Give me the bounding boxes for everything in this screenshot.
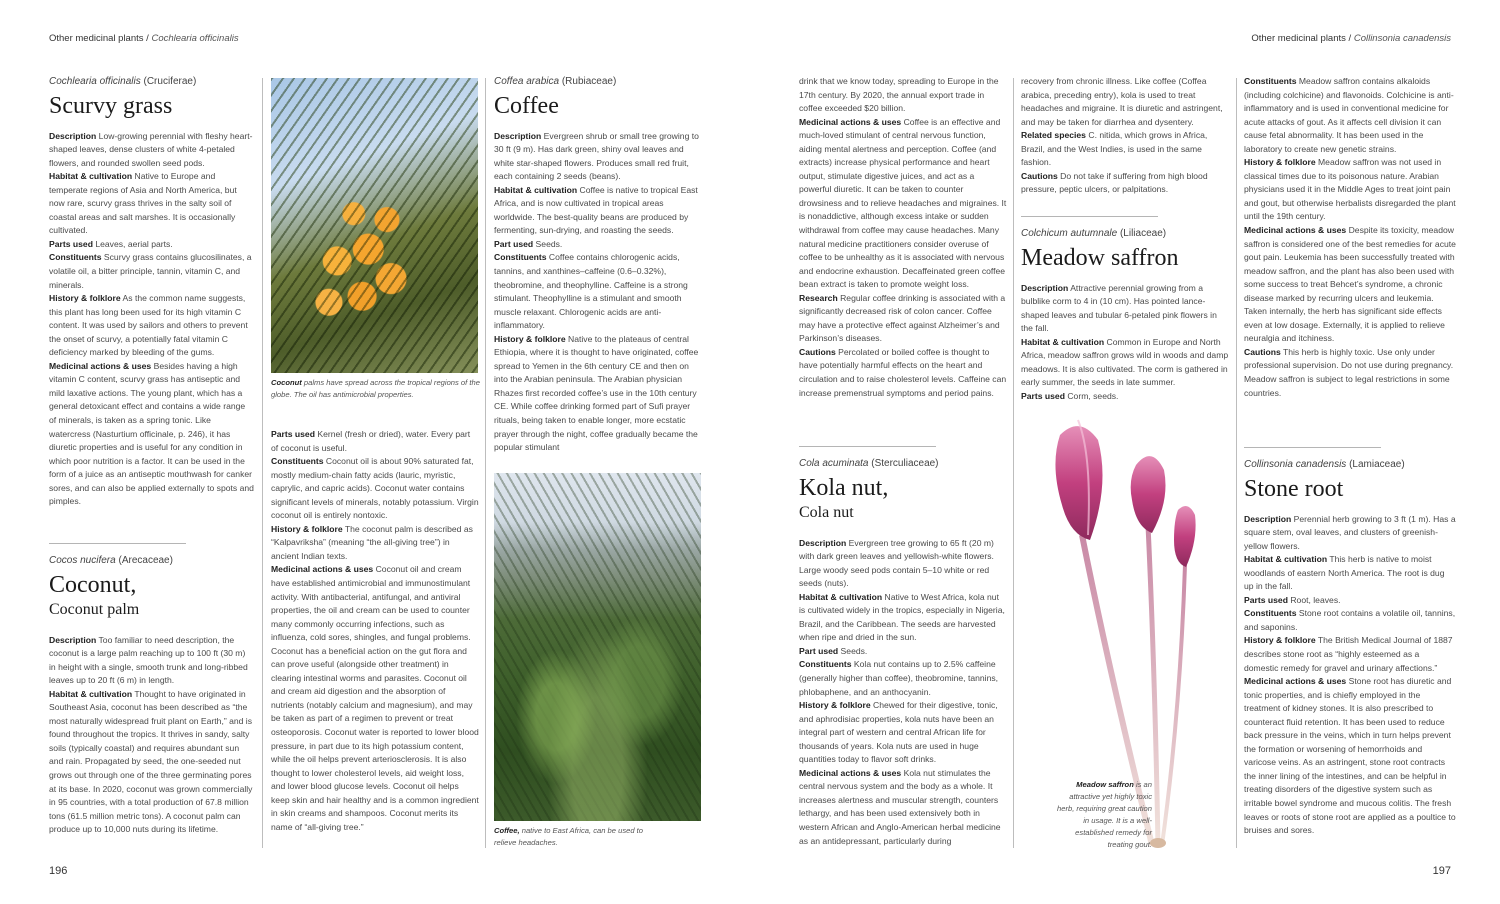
section-text: Besides having a high vitamin C content, scurvy grass has antiseptic and mild laxative actions. The young plant, which has a general detoxicant effect and contains a wide range of minerals, is taken as a spring tonic. Like watercress (Nasturtium officinale, p. 246), it has diuretic properties and is useful for any condition in which poor nutrition is a factor. It can be used in the form of a juice as an antiseptic mouthwash for canker sores, and can also be applied externally to spots and pimples. [49, 360, 254, 507]
plant-family: (Liliaceae) [1119, 228, 1167, 239]
section-text: Coffee is an effective and much-loved stimulant of central nervous function, aiding mental alertness and perception. Coffee (and extracts) increase physical performance and heart output, stimulate digestive juices, and act as a powerful diuretic. It can be taken to counter drowsiness and to relieve headaches and migraines. It is nonaddictive, although excess intake or sudden withdrawal from coffee may cause headaches. Many natural medicine practitioners consider overuse of coffee to be unhealthy as it is associated with nervous and endocrine exhaustion. Decaffeinated green coffee bean extract is taken to promote weight loss. [799, 116, 1007, 290]
section-label: Medicinal actions & uses [1244, 676, 1347, 687]
latin-binomial: Coffea arabica [494, 76, 560, 87]
section-label: Habitat & cultivation [799, 591, 883, 602]
section-text: The British Medical Journal of 1887 describes stone root as “highly esteemed as a domestic remedy for gravel and urinary affections.” [1244, 635, 1453, 673]
entry-body-coconut [49, 634, 254, 837]
section-label: Constituents [49, 252, 102, 263]
plant-family: (Sterculiaceae) [871, 458, 939, 469]
entry-header-stone-root [1244, 458, 1456, 504]
entry-divider [1021, 216, 1158, 217]
section-text: Native to Europe and temperate regions of Asia and North America, but now rare, scurvy grass thrives in the salty soil of coastal areas and salt marshes. It is occasionally cultivated. [49, 171, 237, 236]
running-head-right [1251, 33, 1451, 44]
section-text: As the common name suggests, this plant has long been used for its high vitamin C content. It was used by sailors and others to prevent the onset of scurvy, a potentially fatal vitamin C deficiency marked by bleeding of the gums. [49, 293, 248, 358]
page-number-left: 196 [49, 865, 68, 877]
section-text: Low-growing perennial with fleshy heart-shaped leaves, dense clusters of white 4-petaled flowers, and rounded swollen seed pods. [49, 130, 253, 168]
latin-name [494, 75, 702, 89]
column-divider [485, 78, 486, 848]
meadow-saffron-caption [1050, 779, 1152, 851]
coconut-caption [271, 377, 481, 401]
section-text: Common in Europe and North Africa, meadow saffron grows wild in woods and damp meadows. It is also cultivated. The corm is gathered in early summer, the seeds in late summer. [1021, 336, 1229, 388]
column-5-meadow-saffron [1021, 216, 1229, 403]
section-text: C. nitida, which grows in Africa, Brazil, and the West Indies, is used in the same fashion. [1021, 130, 1208, 168]
section-text: Coffee is native to tropical East Africa, and is now cultivated in tropical areas worldwide. The best-quality beans are produced by fermenting, sun-drying, and roasting the seeds. [494, 184, 698, 236]
section-label: Cautions [1244, 346, 1281, 357]
column-4 [799, 75, 1007, 400]
section-label: Constituents [1244, 608, 1297, 619]
section-label: Parts used [1021, 390, 1065, 401]
section-text: Corm, seeds. [1064, 390, 1119, 401]
plant-family: (Rubiaceae) [561, 76, 617, 87]
section-label: Medicinal actions & uses [271, 564, 374, 575]
section-label: Medicinal actions & uses [799, 767, 902, 778]
section-text: Perennial herb growing to 3 ft (1 m). Has a square stem, oval leaves, and clusters of greenish-yellow flowers. [1244, 513, 1456, 551]
section-label: Related species [1021, 130, 1086, 141]
entry-body-coconut-continued [271, 428, 479, 834]
section-label: Research [799, 292, 838, 303]
column-divider [1236, 78, 1237, 848]
section-text: recovery from chronic illness. Like coffee (Coffea arabica, preceding entry), kola is used to treat headaches and migraine. It is diuretic and astringent, and may be taken for diarrhea and dysentery. [1021, 76, 1223, 127]
latin-name [1021, 227, 1229, 241]
coffee-photo [494, 473, 701, 821]
section-label: Description [1244, 513, 1292, 524]
section-label: History & folklore [1244, 157, 1316, 168]
column-1 [49, 75, 254, 509]
column-6 [1244, 75, 1456, 400]
latin-name [49, 554, 254, 568]
section-text: The coconut palm is described as “Kalpavriksha” (meaning “the all-giving tree”) in ancient Indian texts. [271, 523, 473, 561]
section-label: Description [49, 634, 97, 645]
section-label: History & folklore [49, 293, 121, 304]
column-6-stone-root [1244, 447, 1456, 838]
entry-title: Coffee [494, 92, 559, 119]
entry-body-meadow-saffron-continued [1244, 75, 1456, 400]
section-text: Kernel (fresh or dried), water. Every part of coconut is useful. [271, 429, 471, 453]
section-label: History & folklore [799, 700, 871, 711]
entry-header-coffee [494, 75, 702, 121]
entry-divider [49, 543, 186, 544]
section-text: Native to West Africa, kola nut is cultivated widely in the tropics, especially in Nigeria, Brazil, and the Caribbean. The seeds are harvested when ripe and dried in the sun. [799, 591, 1005, 643]
section-text: Stone root contains a volatile oil, tannins, and saponins. [1244, 608, 1456, 632]
section-text: Chewed for their digestive, tonic, and aphrodisiac properties, kola nuts have been an integral part of western and central African life for thousands of years. Kola nuts are used in huge quantities today to flavor soft drinks. [799, 700, 998, 765]
entry-body-stone-root [1244, 513, 1456, 838]
section-label: Description [799, 537, 847, 548]
entry-divider [1244, 447, 1381, 448]
entry-header-scurvy-grass [49, 75, 254, 121]
section-text: Despite its toxicity, meadow saffron is considered one of the best remedies for acute gout pain. Leukemia has been successfully treated with meadow saffron, and the plant has also been used with some success to treat Behcet’s syndrome, a chronic disease marked by recurring ulcers and leukemia. Taken internally, the herb has significant side effects even at low dosage. Externally, it is applied to relieve neuralgia and itchiness. [1244, 225, 1456, 344]
plant-family: (Arecaceae) [118, 555, 173, 566]
plant-family: (Lamiaceae) [1349, 459, 1405, 470]
section-label: Habitat & cultivation [494, 184, 578, 195]
section-text: Attractive perennial growing from a bulblike corm to 4 in (10 cm). Has pointed lance-shaped leaves and tubular 6-petaled pink flowers in the fall. [1021, 282, 1217, 334]
entry-subtitle: Coconut palm [49, 600, 140, 618]
section-text: Seeds. [533, 238, 563, 249]
section-label: Constituents [494, 252, 547, 263]
coconut-photo [271, 78, 478, 373]
running-head-left [49, 33, 239, 44]
entry-body-scurvy-grass [49, 130, 254, 509]
caption-bold: Coffee, [494, 826, 520, 835]
running-head-section: Other medicinal plants [49, 33, 144, 44]
section-text: Meadow saffron contains alkaloids (including colchicine) and flavonoids. Colchicine is anti-inflammatory and is used in conventional medicine for acute attacks of gout. As it affects cell division it can cause fetal abnormality. It has been used in the laboratory to create new genetic strains. [1244, 76, 1454, 154]
entry-header-coconut [49, 554, 254, 620]
section-text: Stone root has diuretic and tonic properties, and is chiefly employed in the treatment of kidney stones. It is also prescribed to counteract fluid retention. It has been used to reduce back pressure in the veins, which in turn helps prevent the formation or worsening of hemorrhoids and varicose veins. As an astringent, stone root contracts the inner lining of the intestines, and can be helpful in treating disorders of the digestive system such as irritable bowel syndrome and mucous colitis. The fresh leaves or roots of stone root are applied as a poultice to bruises and sores. [1244, 676, 1456, 836]
section-label: Description [49, 130, 97, 141]
entry-body-kola-nut [799, 537, 1007, 849]
section-label: History & folklore [1244, 635, 1316, 646]
caption-bold: Meadow saffron [1076, 780, 1134, 789]
column-3 [494, 75, 702, 455]
section-label: Constituents [1244, 76, 1297, 86]
entry-header-meadow-saffron [1021, 227, 1229, 273]
section-label: Parts used [1244, 594, 1288, 605]
latin-name [49, 75, 254, 89]
column-4-kola [799, 446, 1007, 848]
section-text: Coconut oil and cream have established antimicrobial and immunostimulant activity. With antibacterial, antifungal, and antiviral properties, the oil and cream can be used to counter many commonly occurring infections, such as influenza, cold sores, shingles, and fungal problems. Coconut has a beneficial action on the gut flora and can prove useful (alongside other treatment) in clearing intestinal worms and parasites. Coconut oil and cream aid digestion and the absorption of nutrients (notably calcium and magnesium), and may be taken as part of a regimen to prevent or treat osteoporosis. Coconut water is reported to lower blood pressure, in part due to its high potassium content, while the oil helps prevent arteriosclerosis. It is also thought to lower cholesterol levels, aid weight loss, and lower blood glucose levels. Coconut oil helps keep skin and hair healthy and is a common ingredient in skin creams and shampoos. Coconut merits its name of “all-giving tree.” [271, 564, 479, 832]
latin-binomial: Colchicum autumnale [1021, 228, 1118, 239]
caption-text: native to East Africa, can be used to relieve headaches. [494, 826, 644, 847]
section-label: Part used [494, 238, 534, 249]
latin-name [1244, 458, 1456, 472]
section-label: Habitat & cultivation [49, 688, 133, 699]
entry-body-coffee-continued [799, 75, 1007, 400]
latin-binomial: Cochlearia officinalis [49, 76, 141, 87]
section-label: Habitat & cultivation [1021, 336, 1105, 347]
section-text: Evergreen tree growing to 65 ft (20 m) with dark green leaves and yellowish-white flowers. Large woody seed pods contain 5–10 white or red seeds (nuts). [799, 537, 994, 589]
section-text: Kola nut stimulates the central nervous system and the body as a whole. It increases alertness and muscular strength, counters lethargy, and has been used extensively both in western African and Anglo-American herbal medicine as an antidepressant, particularly during [799, 767, 1001, 846]
running-head-separator: / [143, 33, 152, 44]
latin-binomial: Cola acuminata [799, 458, 869, 469]
running-head-separator: / [1345, 33, 1354, 44]
section-text: Seeds. [838, 645, 868, 656]
section-text: Regular coffee drinking is associated with a significantly decreased risk of colon cancer. Coffee may have a protective effect against Alzheimer’s and Parkinson’s diseases. [799, 292, 1006, 344]
section-text: Do not take if suffering from high blood pressure, peptic ulcers, or palpitations. [1021, 170, 1208, 195]
section-text: drink that we know today, spreading to Europe in the 17th century. By 2020, the annual export trade in coffee exceeded $20 billion. [799, 76, 999, 114]
section-label: Cautions [799, 346, 836, 357]
section-text: Too familiar to need description, the coconut is a large palm reaching up to 100 ft (30 m) in height with a single, smooth trunk and long-ribbed leaves up to 20 ft (6 m) in length. [49, 634, 248, 686]
section-text: Coconut oil is about 90% saturated fat, mostly medium-chain fatty acids (lauric, myristic, caprylic, and capric acids). Coconut water contains significant levels of minerals, notably potassium. Virgin coconut oil is entirely nontoxic. [271, 456, 479, 521]
section-text: Coffee contains chlorogenic acids, tannins, and xanthines–caffeine (0.6–0.32%), theobromine, and theophylline. Caffeine is a strong stimulant. Theophylline is a stimulant and smooth muscle relaxant. Chlorogenic acids are anti-inflammatory. [494, 252, 688, 331]
section-text: This herb is native to moist woodlands of eastern North America. The root is dug up in the fall. [1244, 554, 1445, 592]
entry-body-meadow-saffron [1021, 282, 1229, 404]
section-label: Habitat & cultivation [49, 171, 133, 182]
section-text: Native to the plateaus of central Ethiopia, where it is thought to have originated, coffee spread to Yemen in the 6th century CE and then on into the Arabian peninsula. The Arabian physician Rhazes first recorded coffee’s use in the 10th century CE. While coffee drinking formed part of Sufi prayer rituals, being taken to enable longer, more ecstatic prayer through the night, coffee gradually became the popular stimulant [494, 333, 699, 453]
section-text: Meadow saffron was not used in classical times due to its poisonous nature. Arabian physicians used it in the Middle Ages to treat joint pain and gout, but otherwise herbalists disregarded the plant until the 19th century. [1244, 157, 1456, 222]
section-label: Constituents [271, 456, 324, 467]
entry-body-coffee [494, 130, 702, 455]
entry-title: Stone root [1244, 475, 1344, 502]
section-text: Evergreen shrub or small tree growing to 30 ft (9 m). Has dark green, shiny oval leaves and white star-shaped flowers. Produces small red fruit, each containing 2 seeds (beans). [494, 130, 699, 182]
entry-divider [799, 446, 936, 447]
running-head-plant: Cochlearia officinalis [151, 33, 239, 44]
entry-title: Kola nut, [799, 474, 889, 501]
section-label: Description [1021, 282, 1069, 293]
section-text: Percolated or boiled coffee is thought to have potentially harmful effects on the heart and circulation and to raise cholesterol levels. Caffeine can increase premenstrual symptoms and period pains. [799, 346, 1007, 398]
entry-body-kola-continued [1021, 75, 1229, 197]
section-label: Medicinal actions & uses [1244, 225, 1347, 236]
latin-binomial: Collinsonia canadensis [1244, 459, 1347, 470]
section-label: Parts used [271, 429, 315, 439]
section-label: Medicinal actions & uses [799, 116, 902, 127]
section-text: Kola nut contains up to 2.5% caffeine (generally higher than coffee), theobromine, tannins, phlobaphene, and an anthocyanin. [799, 659, 999, 697]
caption-text: palms have spread across the tropical regions of the globe. The oil has antimicrobial properties. [271, 378, 480, 399]
column-2 [271, 428, 479, 834]
section-label: Part used [799, 645, 839, 656]
entry-title: Meadow saffron [1021, 244, 1179, 271]
column-divider [1013, 78, 1014, 848]
latin-name [799, 457, 1007, 471]
caption-text: is an attractive yet highly toxic herb, requiring great caution in usage. It is a well-established remedy for treating gout. [1057, 780, 1152, 849]
section-label: Description [494, 130, 542, 141]
section-label: Constituents [799, 659, 852, 670]
section-text: Thought to have originated in Southeast Asia, coconut has been described as “the most naturally widespread fruit plant on Earth,” and is found throughout the tropics. It thrives in sandy, salty soils (typically coastal) and requires abundant sun and rain. Propagated by seed, the one-seeded nut grows out through one of the three germinating pores at its base. In 2020, coconut was grown commercially in 95 countries, with a total production of 67.8 million tons (61.5 million metric tons). A coconut palm can produce up to 10,000 nuts during its lifetime. [49, 688, 253, 835]
section-label: Habitat & cultivation [1244, 554, 1328, 565]
section-label: History & folklore [494, 333, 566, 344]
column-1-coconut [49, 543, 254, 837]
latin-binomial: Cocos nucifera [49, 555, 116, 566]
plant-family: (Cruciferae) [143, 76, 197, 87]
caption-bold: Coconut [271, 378, 302, 387]
section-label: Cautions [1021, 170, 1058, 181]
entry-title: Scurvy grass [49, 92, 173, 119]
section-label: Medicinal actions & uses [49, 360, 152, 371]
section-text: This herb is highly toxic. Use only under professional supervision. Do not use during pregnancy. Meadow saffron is subject to legal restrictions in some countries. [1244, 346, 1454, 398]
running-head-plant: Collinsonia canadensis [1353, 33, 1451, 44]
section-text: Scurvy grass contains glucosilinates, a volatile oil, a bitter principle, tannin, vitamin C, and minerals. [49, 252, 252, 290]
page-number-right: 197 [1432, 865, 1451, 877]
section-label: History & folklore [271, 523, 343, 534]
running-head-section: Other medicinal plants [1251, 33, 1346, 44]
column-5 [1021, 75, 1229, 197]
section-text: Leaves, aerial parts. [92, 238, 173, 249]
column-divider [262, 78, 263, 848]
section-label: Parts used [49, 238, 93, 249]
coffee-caption [494, 825, 654, 849]
section-text: Root, leaves. [1287, 594, 1341, 605]
entry-subtitle: Cola nut [799, 503, 854, 521]
entry-title: Coconut, [49, 571, 137, 598]
entry-header-kola-nut [799, 457, 1007, 523]
